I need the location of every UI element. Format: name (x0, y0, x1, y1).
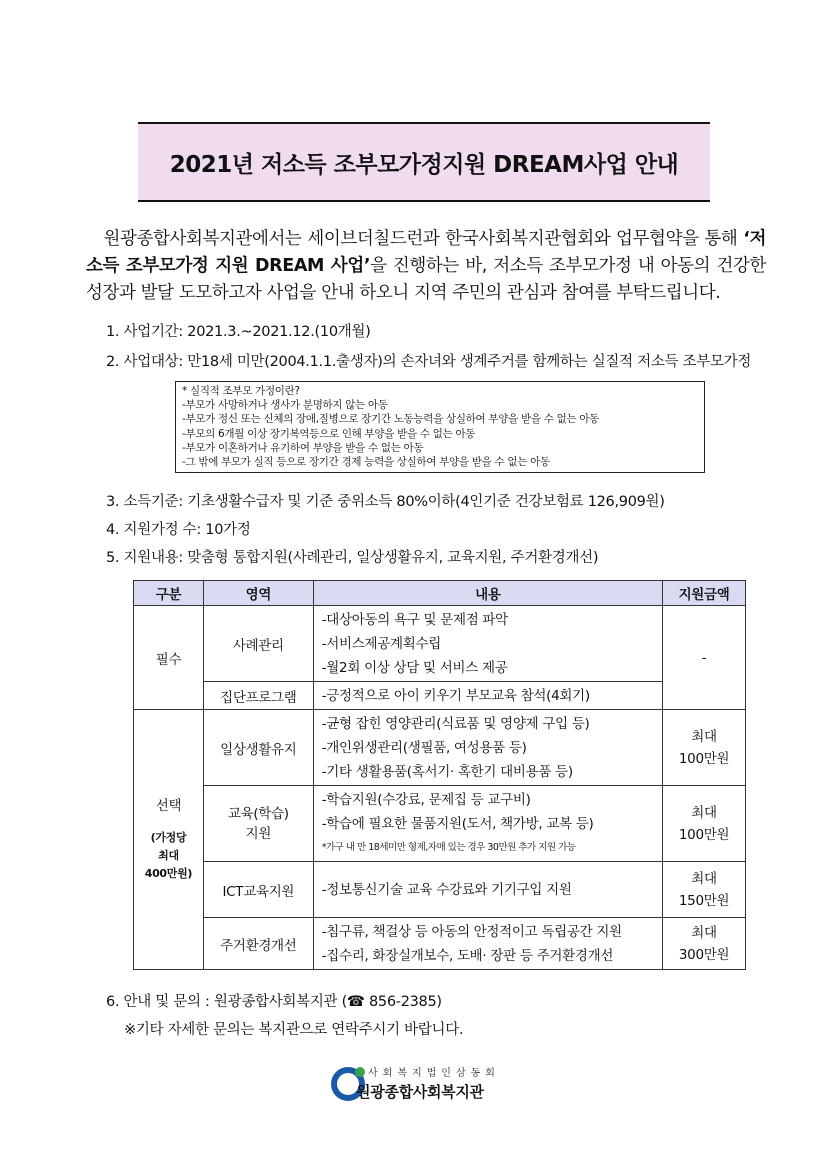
area-ict: ICT교육지원 (203, 862, 313, 918)
amount-daily (663, 710, 746, 786)
item-households: 4. 지원가정 수: 10가정 (106, 522, 251, 538)
intro-text-2: 을 진행하는 바, 저소득 조부모가정 내 아동의 건강한 성장과 발달 도모하고자 사업을 안내 하오니 지역 주민의 관심과 참여를 부탁드립니다. (86, 256, 766, 303)
note-line: -부모가 사망하거나 생사가 분명하지 않는 아동 (182, 399, 388, 412)
content-line: -기타 생활용품(혹서기· 혹한기 대비용품 등) (321, 763, 573, 780)
table-row (134, 606, 746, 682)
amount-line: 100만원 (678, 750, 730, 767)
content-footnote: *가구 내 만 18세미만 형제,자매 있는 경우 30만원 추가 지원 가능 (321, 841, 576, 853)
amount-line: 300만원 (678, 946, 730, 963)
amount-required: - (663, 606, 746, 710)
content-line: -개인위생관리(생필품, 여성용품 등) (321, 739, 527, 756)
amount-line: 최대 (691, 804, 717, 821)
note-line: * 실직적 조부모 가정이란? (182, 385, 300, 397)
header-amount: 지원금액 (663, 581, 746, 606)
area-group: 집단프로그램 (203, 682, 313, 710)
content-edu (313, 786, 662, 862)
table-row (134, 682, 746, 710)
area-case: 사례관리 (203, 606, 313, 682)
title-banner (138, 122, 710, 202)
logo-subtitle: 사회복지법인삼동회 (368, 1068, 500, 1079)
content-line: -대상아동의 욕구 및 문제점 파악 (321, 611, 508, 628)
content-housing (313, 918, 662, 970)
category-optional (134, 710, 204, 970)
item-income: 3. 소득기준: 기초생활수급자 및 기준 중위소득 80%이하(4인기준 건강보험료 126,909원) (106, 494, 665, 510)
header-content: 내용 (313, 581, 662, 606)
content-case (313, 606, 662, 682)
amount-ict (663, 862, 746, 918)
optional-sub: (가정당 (150, 830, 187, 844)
note-line: -부모의 6개월 이상 장기복역등으로 인해 부양을 받을 수 없는 아동 (182, 427, 476, 440)
content-daily (313, 710, 662, 786)
note-line: -부모가 이혼하거나 유기하여 부양을 받을 수 없는 아동 (182, 441, 424, 454)
content-line: -월2회 이상 상담 및 서비스 제공 (321, 659, 508, 676)
table-header-row (134, 581, 746, 606)
amount-line: 100만원 (678, 826, 730, 843)
content-line: -학습지원(수강료, 문제집 등 교구비) (321, 791, 531, 808)
area-line: 교육(학습) (227, 805, 289, 822)
header-category: 구분 (134, 581, 204, 606)
optional-label: 선택 (155, 797, 182, 814)
logo-name: 원광종합사회복지관 (356, 1083, 484, 1101)
content-line: -학습에 필요한 물품지원(도서, 책가방, 교복 등) (321, 815, 594, 832)
page-title: 2021년 저소득 조부모가정지원 DREAM사업 안내 (169, 151, 679, 178)
amount-line: 최대 (691, 924, 717, 941)
optional-sub: 최대 (158, 848, 179, 862)
amount-edu (663, 786, 746, 862)
item-target: 2. 사업대상: 만18세 미만(2004.1.1.출생자)의 손자녀와 생계주거를 함께하는 실질적 저소득 조부모가정 (106, 354, 752, 370)
content-line: -집수리, 화장실개보수, 도배· 장판 등 주거환경개선 (321, 947, 614, 964)
content-line: -서비스제공계획수립 (321, 635, 441, 652)
support-table (133, 580, 746, 970)
content-line: -균형 잡힌 영양관리(식료품 및 영양제 구입 등) (321, 715, 590, 732)
table-row (134, 918, 746, 970)
category-required: 필수 (134, 606, 204, 710)
area-housing: 주거환경개선 (203, 918, 313, 970)
definition-note-box (175, 381, 705, 473)
intro-paragraph (86, 226, 766, 307)
note-line: -그 밖에 부모가 실직 등으로 장기간 경제 능력을 상실하여 부양을 받을 수 없는 아동 (182, 456, 550, 469)
table-row (134, 862, 746, 918)
area-line: 지원 (245, 825, 272, 842)
footer-note: ※기타 자세한 문의는 복지관으로 연락주시기 바랍니다. (124, 1022, 464, 1038)
area-edu (203, 786, 313, 862)
table-row (134, 786, 746, 862)
area-daily: 일상생활유지 (203, 710, 313, 786)
intro-project-name: ‘저소득 조부모가정 지원 DREAM 사업’ (86, 229, 766, 276)
table-row (134, 710, 746, 786)
item-support: 5. 지원내용: 맞춤형 통합지원(사례관리, 일상생활유지, 교육지원, 주거환경개선) (106, 550, 599, 566)
amount-line: 최대 (691, 870, 717, 887)
content-group: -긍정적으로 아이 키우기 부모교육 참석(4회기) (313, 682, 662, 710)
contact-info: 6. 안내 및 문의 : 원광종합사회복지관 (☎ 856-2385) (106, 994, 442, 1010)
intro-text-1: 원광종합사회복지관에서는 세이브더칠드런과 한국사회복지관협회와 업무협약을 통해 (103, 229, 744, 249)
amount-line: 150만원 (678, 892, 730, 909)
optional-sub: 400만원) (144, 866, 193, 880)
item-period: 1. 사업기간: 2021.3.~2021.12.(10개월) (106, 324, 371, 340)
amount-housing (663, 918, 746, 970)
note-line: -부모가 정신 또는 신체의 장애,질병으로 장기간 노동능력을 상실하여 부양을 받을 수 없는 아동 (182, 413, 600, 426)
content-ict: -정보통신기술 교육 수강료와 기기구입 지원 (313, 862, 662, 918)
content-line: -침구류, 책걸상 등 아동의 안정적이고 독립공간 지원 (321, 923, 622, 940)
amount-line: 최대 (691, 728, 717, 745)
header-area: 영역 (203, 581, 313, 606)
